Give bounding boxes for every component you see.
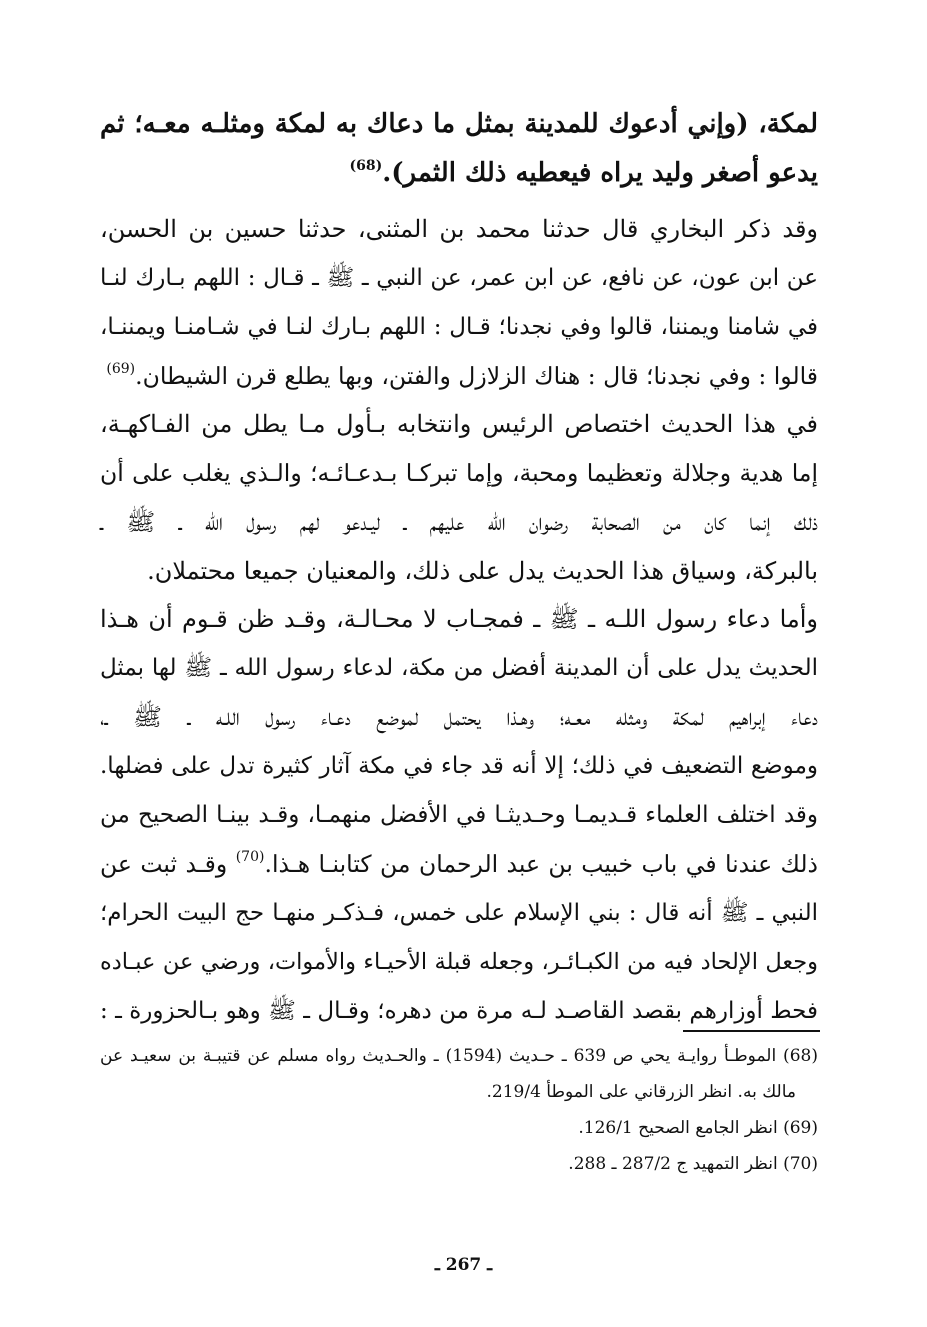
footnote-69: (69) انظر الجامع الصحيح 126/1. bbox=[578, 1118, 818, 1138]
text-line: دعاء إبراهيم لمكة ومثله معـه؛ وهـذا يحتمل لموضع دعـاء رسول اللـه ـ ﷺ ـ، bbox=[100, 703, 818, 731]
text-line: لمكة، (وإني أدعوك للمدينة بمثل ما دعاك به لمكة ومثلـه معـه؛ ثم bbox=[100, 109, 818, 139]
footnote-ref-70: (70) bbox=[235, 848, 265, 865]
text-span: يدعو أصغر وليد يراه فيعطيه ذلك الثمر). bbox=[382, 158, 818, 188]
text-line bbox=[100, 149, 818, 198]
text-line bbox=[100, 840, 818, 889]
footnote-68-continuation: مالك به. انظر الزرقاني على الموطأ 219/4. bbox=[486, 1082, 796, 1102]
page-number: ـ 267 ـ bbox=[434, 1255, 493, 1275]
text-line bbox=[100, 352, 818, 401]
text-line: فحط أوزارهم بقصد القاصـد لـه مرة من دهره؛ وقـال ـ ﷺ وهو بـالحزورة ـ : bbox=[100, 998, 818, 1024]
text-line: في هذا الحديث اختصاص الرئيس وانتخابه بـأول مـا يطل من الفـاكهـة، bbox=[100, 410, 818, 438]
text-line: وأما دعاء رسول اللـه ـ ﷺ ـ فمجـاب لا محـالـة، وقـد ظن قـوم أن هـذا bbox=[100, 605, 818, 633]
text-line: إما هدية وجلالة وتعظيما ومحبة، وإما تبركـا بـدعـائـه؛ والـذي يغلب على أن bbox=[100, 459, 818, 487]
paragraph-virtue-of-cities bbox=[100, 595, 818, 1036]
footnotes bbox=[100, 1038, 818, 1182]
footnote-68: (68) الموطـأ روايـة يحي ص 639 ـ حـديث (1594) ـ والحـديث رواه مسلم عن قتيبـة بن سعيـد عن bbox=[100, 1046, 818, 1066]
text-line: وموضع التضعيف في ذلك؛ إلا أنه قد جاء في مكة آثار كثيرة تدل على فضلها. bbox=[100, 753, 818, 779]
footnote-ref-68: (68) bbox=[349, 157, 383, 174]
top-paragraph bbox=[100, 100, 818, 198]
footnote-separator bbox=[683, 1030, 820, 1032]
text-line: النبي ـ ﷺ أنه قال : بني الإسلام على خمس، فـذكـر منهـا حج البيت الحرام؛ bbox=[100, 900, 818, 926]
text-span: قالوا : وفي نجدنا؛ قال : هناك الزلازل والفتن، وبها يطلع قرن الشيطان. bbox=[135, 362, 818, 390]
footnote-ref-69: (69) bbox=[106, 360, 136, 377]
text-line: في شامنا ويمننا، قالوا وفي نجدنا؛ قـال : اللهم بـارك لنـا في شـامنـا ويمننـا، bbox=[100, 314, 818, 340]
text-line: ذلك إنما كان من الصحابة رضوان الله عليهم ـ ليـدعو لهم رسول الله ـ ﷺ ـ bbox=[100, 508, 818, 536]
text-span: وقـد ثبت عن bbox=[100, 850, 236, 878]
text-line: وجعل الإلحاد فيه من الكبـائـر، وجعله قبلة الأحيـاء والأموات، ورضي عن عبـاده bbox=[100, 949, 818, 975]
paragraph-commentary bbox=[100, 400, 818, 596]
text-line: بالبركة، وسياق هذا الحديث يدل على ذلك، والمعنيان جميعا محتملان. bbox=[147, 557, 818, 585]
text-line: الحديث يدل على أن المدينة أفضل من مكة، لدعاء رسول الله ـ ﷺ لها بمثل bbox=[100, 655, 818, 681]
text-span: ذلك عندنا في باب خبيب بن عبد الرحمان من كتابنـا هـذا. bbox=[264, 850, 818, 878]
text-line: وقد ذكر البخاري قال حدثنا محمد بن المثنى، حدثنا حسين بن الحسن، bbox=[100, 215, 819, 243]
text-line: وقد اختلف العلماء قـديمـا وحـديثـا في الأفضل منهمـا، وقـد بينـا الصحيح من bbox=[100, 802, 818, 828]
text-line: عن ابن عون، عن نافع، عن ابن عمر، عن النبي ـ ﷺ ـ قـال : اللهم بـارك لنـا bbox=[100, 265, 818, 291]
paragraph-bukhari bbox=[100, 205, 818, 401]
footnote-70: (70) انظر التمهيد ج 287/2 ـ 288. bbox=[568, 1154, 818, 1174]
